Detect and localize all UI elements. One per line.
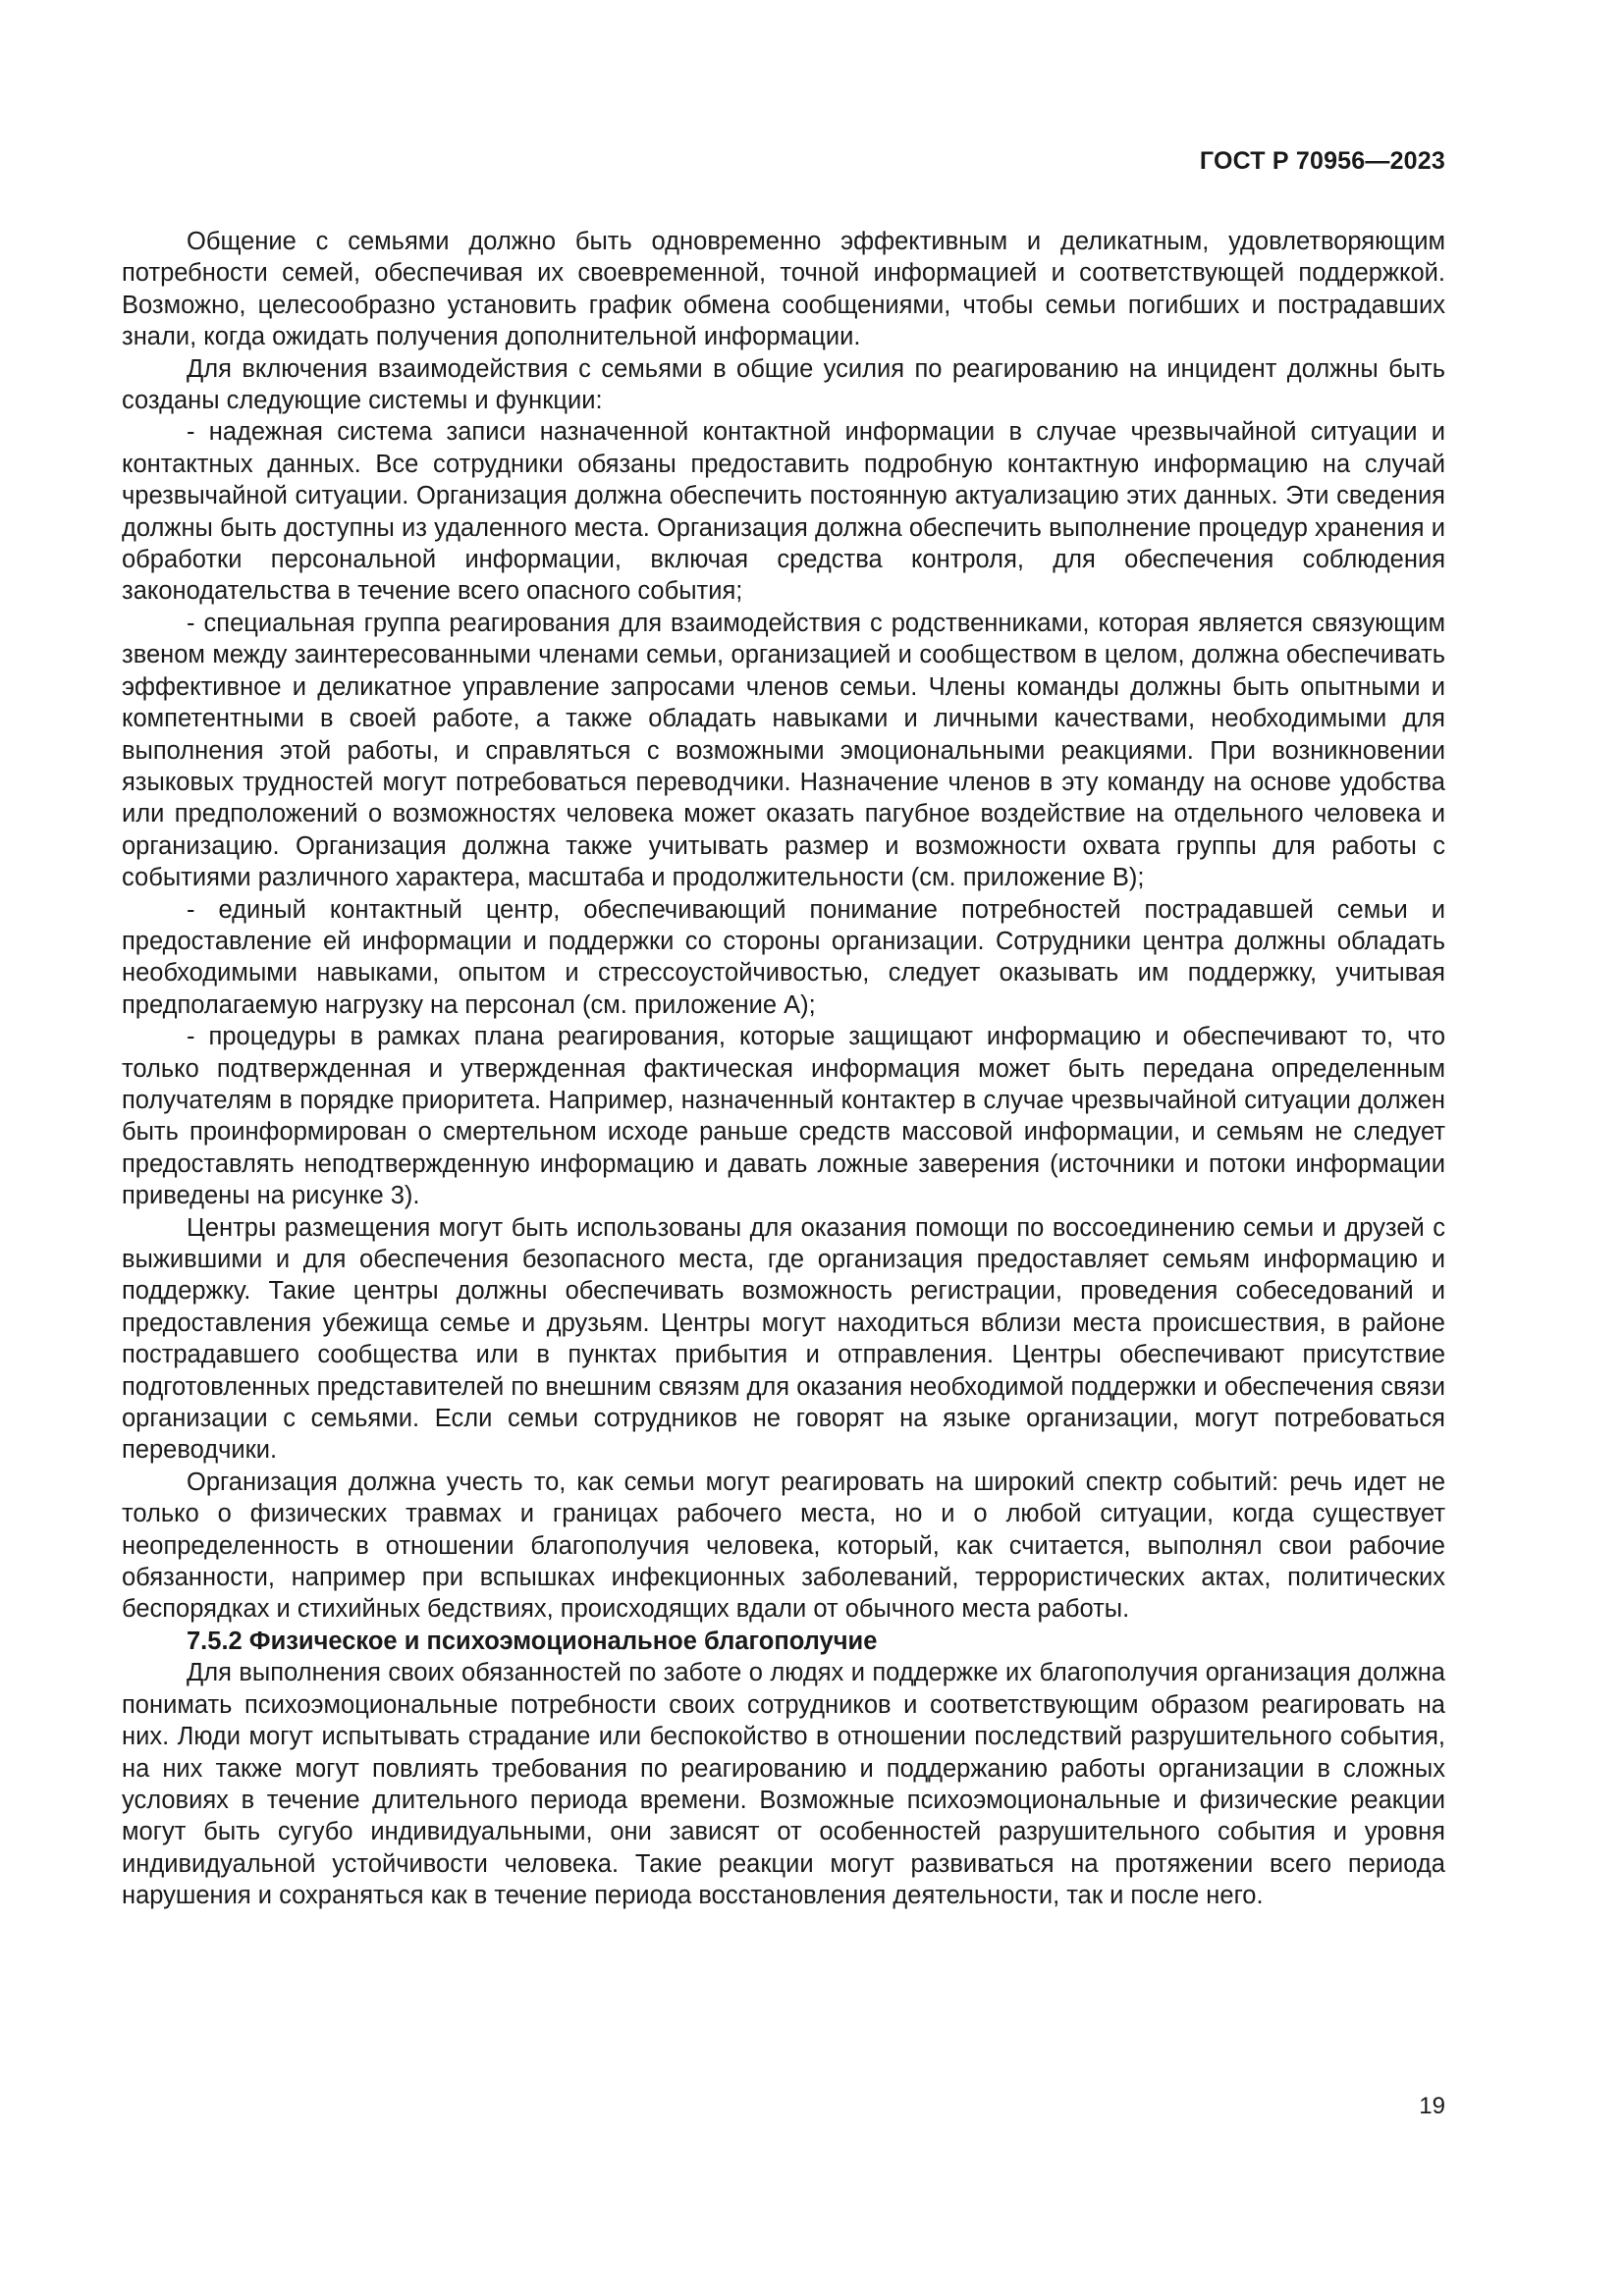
paragraph-systems-intro: Для включения взаимодействия с семьями в общие усилия по реагированию на инцидент должны быть созданы следующие системы и функции: — [122, 354, 1445, 415]
document-standard-id: ГОСТ Р 70956—2023 — [1199, 147, 1445, 175]
list-item-response-group: - специальная группа реагирования для взаимодействия с родственниками, которая является связующим звеном между заинтересованными членами семьи, организацией и сообществом в целом, должна обеспечивать эффективное и деликатное управление запросами членов семьи. Члены команды должны быть опытными и компетентными в своей работе, а также обладать навыками и личными качествами, необходимыми для выполнения этой работы, и справляться с возможными эмоциональными реакциями. При возникновении языковых трудностей могут потребоваться переводчики. Назначение членов в эту команду на основе удобства или предположений о возможностях человека может оказать пагубное воздействие на отдельного человека и организацию. Организация должна также учитывать размер и возможности охвата группы для работы с событиями различного характера, масштаба и продолжительности (см. приложение В); — [122, 609, 1445, 892]
list-item-procedures: - процедуры в рамках плана реагирования, которые защищают информацию и обеспечивают то, что только подтвержденная и утвержденная фактическая информация может быть передана определенным получателям в порядке приоритета. Например, назначенный контактер в случае чрезвычайной ситуации должен быть проинформирован о смертельном исходе раньше средств массовой информации, и семьям не следует предоставлять неподтвержденную информацию и давать ложные заверения (источники и потоки информации приведены на рисунке 3). — [122, 1023, 1445, 1210]
paragraph-wellbeing: Для выполнения своих обязанностей по заботе о людях и поддержке их благополучия организация должна понимать психоэмоциональные потребности своих сотрудников и соответствующим образом реагировать на них. Люди могут испытывать страдание или беспокойство в отношении последствий разрушительного события, на них также могут повлиять требования по реагированию и поддержанию работы организации в сложных условиях в течение длительного периода времени. Возможные психоэмоциональные и физические реакции могут быть сугубо индивидуальными, они зависят от особенностей разрушительного события и уровня индивидуальной устойчивости человека. Такие реакции могут развиваться на протяжении всего периода нарушения и сохраняться как в течение периода восстановления деятельности, так и после него. — [122, 1659, 1445, 1910]
paragraph-family-reactions: Организация должна учесть то, как семьи могут реагировать на широкий спектр событий: речь идет не только о физических травмах и границах рабочего места, но и о любой ситуации, когда существует неопределенность в отношении благополучия человека, который, как считается, выполнял свои рабочие обязанности, например при вспышках инфекционных заболеваний, террористических актах, политических беспорядках и стихийных бедствиях, происходящих вдали от обычного места работы. — [122, 1468, 1445, 1624]
paragraph-family-communication: Общение с семьями должно быть одновременно эффективным и деликатным, удовлетворяющим потребности семей, обеспечивая их своевременной, точной информацией и соответствующей поддержкой. Возможно, целесообразно установить график обмена сообщениями, чтобы семьи погибших и пострадавших знали, когда ожидать получения дополнительной информации. — [122, 228, 1445, 351]
section-heading-7-5-2: 7.5.2 Физическое и психоэмоциональное благополучие — [187, 1627, 878, 1655]
page-number: 19 — [1419, 2093, 1445, 2119]
paragraph-reception-centers: Центры размещения могут быть использованы для оказания помощи по воссоединению семьи и друзей с выжившими и для обеспечения безопасного места, где организация предоставляет семьям информацию и поддержку. Такие центры должны обеспечивать возможность регистрации, проведения собеседований и предоставления убежища семье и друзьям. Центры могут находиться вблизи места происшествия, в районе пострадавшего сообщества или в пунктах прибытия и отправления. Центры обеспечивают присутствие подготовленных представителей по внешним связям для оказания необходимой поддержки и обеспечения связи организации с семьями. Если семьи сотрудников не говорят на языке организации, могут потребоваться переводчики. — [122, 1213, 1445, 1465]
list-item-contact-records: - надежная система записи назначенной контактной информации в случае чрезвычайной ситуации и контактных данных. Все сотрудники обязаны предоставить подробную контактную информацию на случай чрезвычайной ситуации. Организация должна обеспечить постоянную актуализацию этих данных. Эти сведения должны быть доступны из удаленного места. Организация должна обеспечить выполнение процедур хранения и обработки персональной информации, включая средства контроля, для обеспечения соблюдения законодательства в течение всего опасного события; — [122, 418, 1445, 606]
list-item-contact-center: - единый контактный центр, обеспечивающий понимание потребностей пострадавшей семьи и предоставление ей информации и поддержки со стороны организации. Сотрудники центра должны обладать необходимыми навыками, опытом и стрессоустойчивостью, следует оказывать им поддержку, учитывая предполагаемую нагрузку на персонал (см. приложение А); — [122, 895, 1445, 1019]
document-body — [122, 226, 1445, 1912]
